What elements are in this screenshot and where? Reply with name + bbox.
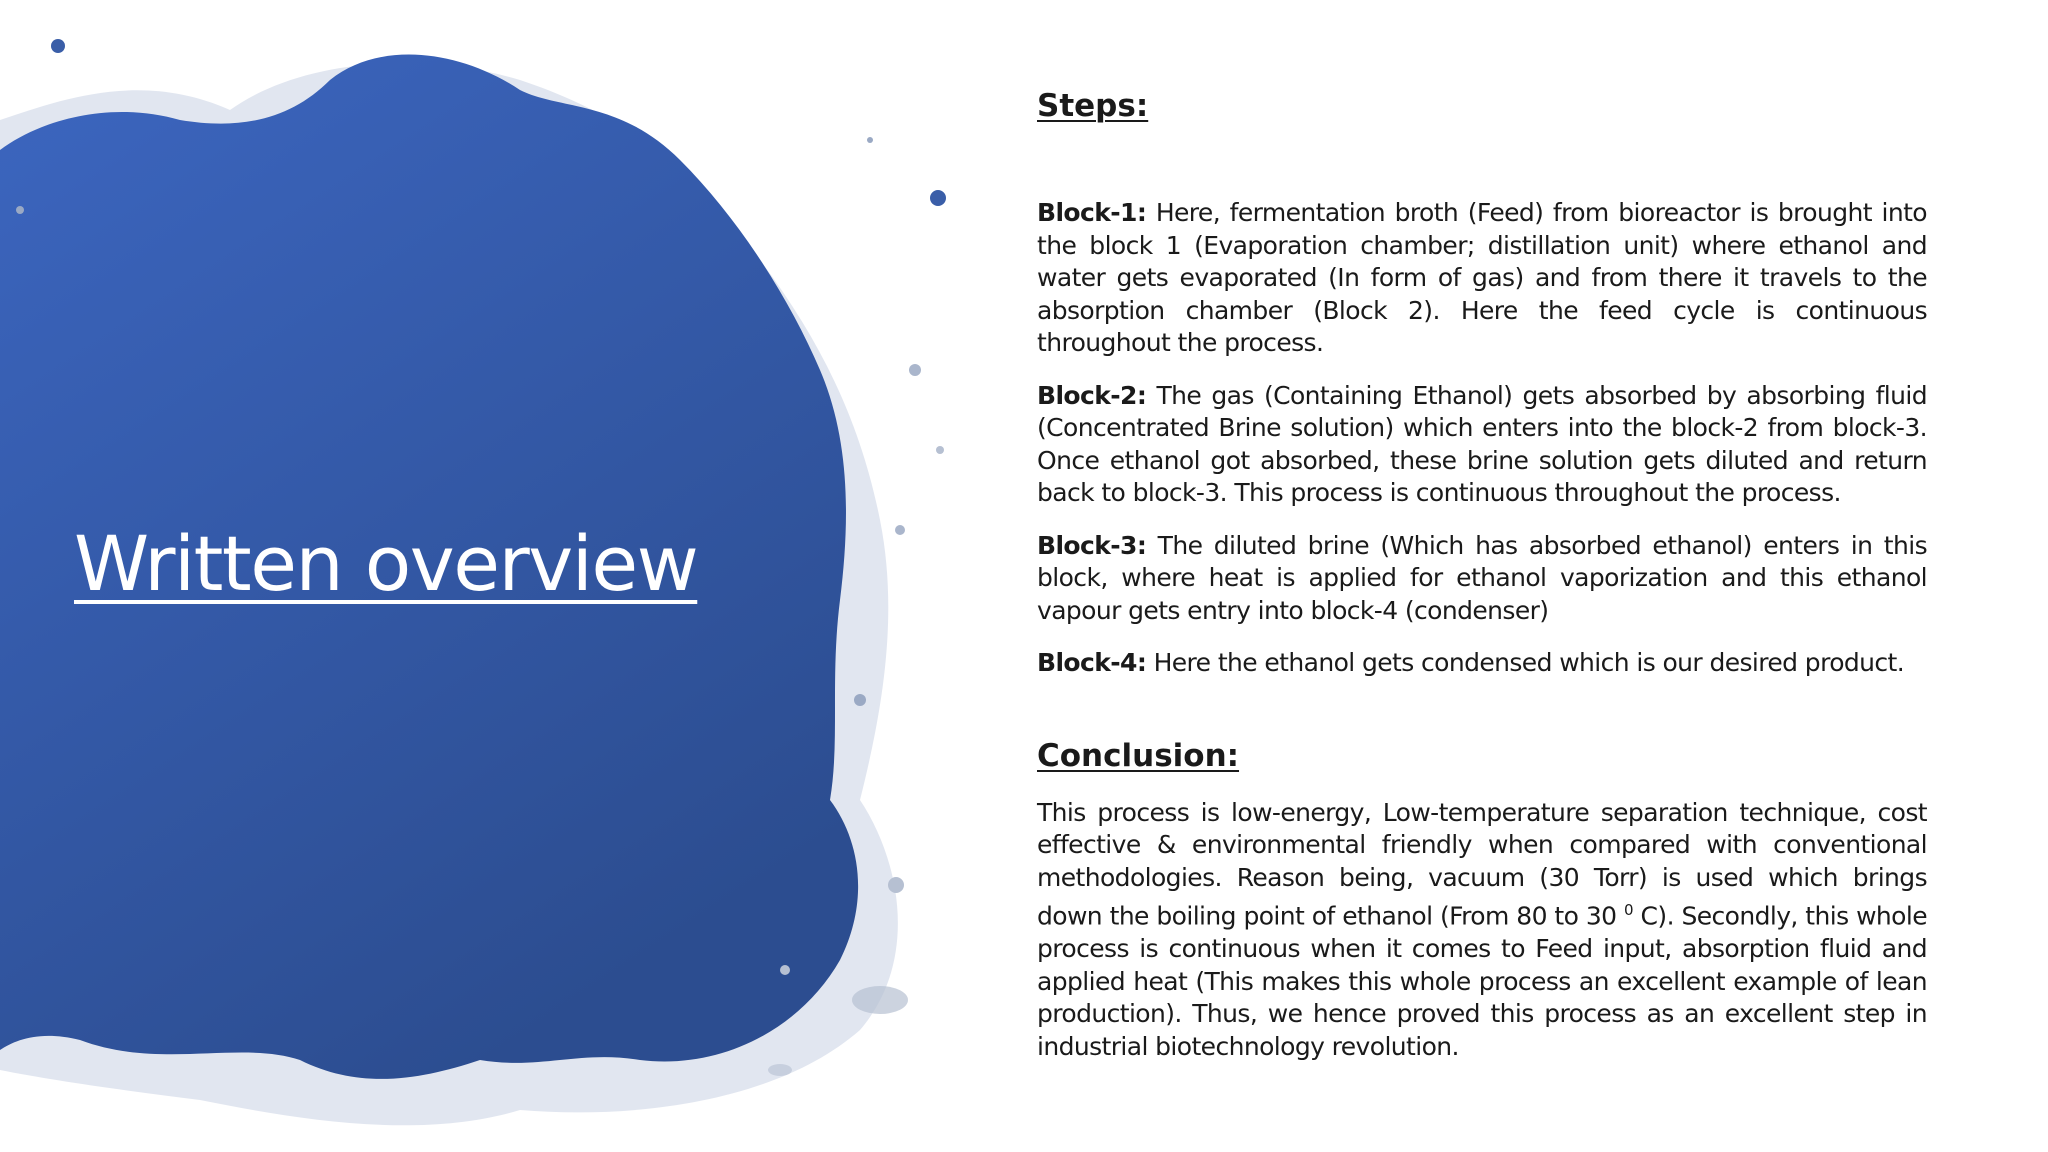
conclusion-text-part-1: This process is low-energy, Low-temperature separation technique, cost effective & environmental friendly when compared with conventional methodologies. Reason being, vacuum (30 Torr) is used which brings down the boiling point of ethanol (From 80 to 30 — [1037, 797, 1927, 931]
step-label: Block-3: — [1037, 530, 1147, 560]
step-text: The diluted brine (Which has absorbed ethanol) enters in this block, where heat is applied for ethanol vaporization and this ethanol vapour gets entry into block-4 (condenser) — [1037, 530, 1927, 625]
conclusion-heading: Conclusion: — [1037, 737, 1240, 774]
content-panel — [1037, 88, 1927, 1083]
conclusion-text — [1037, 797, 1927, 1063]
step-label: Block-4: — [1037, 648, 1147, 678]
step-text: Here the ethanol gets condensed which is our desired product. — [1153, 648, 1905, 678]
degree-superscript: 0 — [1624, 901, 1633, 920]
steps-heading: Steps: — [1037, 88, 1149, 124]
step-label: Block-2: — [1037, 380, 1147, 410]
step-block-1 — [1037, 197, 1927, 360]
step-label: Block-1: — [1037, 198, 1147, 228]
step-block-4 — [1037, 647, 1927, 680]
conclusion-text-part-2: C). Secondly, this whole process is continuous when it comes to Feed input, absorption fluid and applied heat (This makes this whole process an excellent example of lean production). Thus, we hence proved this process as an excellent step in industrial biotechnology revolution. — [1037, 901, 1927, 1061]
step-block-2 — [1037, 380, 1927, 510]
step-block-3 — [1037, 530, 1927, 628]
slide-title: Written overview — [74, 519, 698, 608]
step-text: The gas (Containing Ethanol) gets absorbed by absorbing fluid (Concentrated Brine solution) which enters into the block-2 from block-3. Once ethanol got absorbed, these brine solution gets diluted and return back to block-3. This process is continuous throughout the process. — [1037, 380, 1927, 508]
step-text: Here, fermentation broth (Feed) from bioreactor is brought into the block 1 (Evaporation chamber; distillation unit) where ethanol and water gets evaporated (In form of gas) and from there it travels to the absorption chamber (Block 2). Here the feed cycle is continuous throughout the process. — [1037, 198, 1927, 358]
